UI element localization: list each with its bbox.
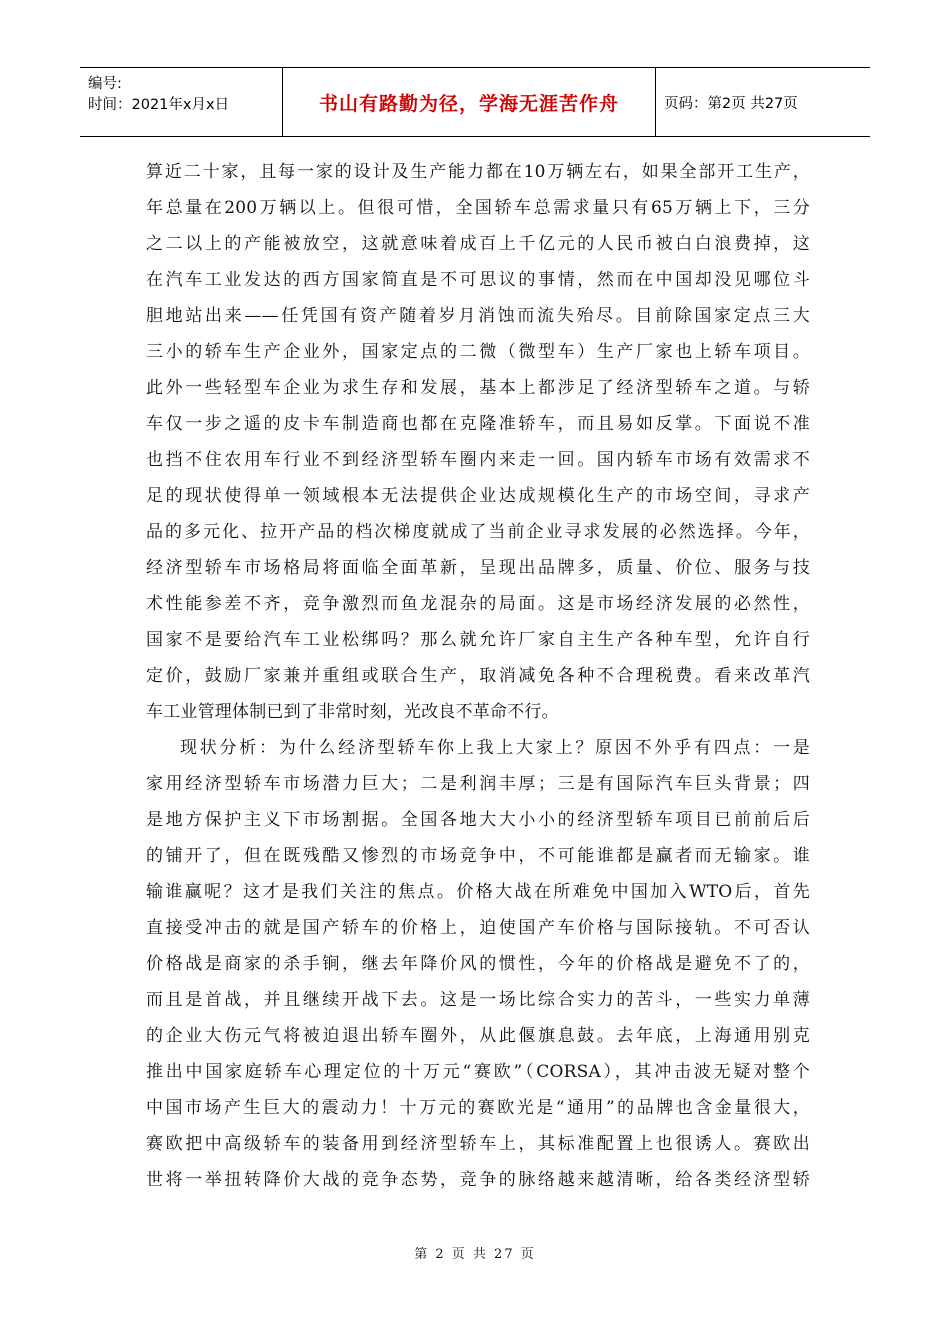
- header-meta: [80, 68, 283, 136]
- text-line: 之二以上的产能被放空，这就意味着成百上千亿元的人民币被白白浪费掉，这: [146, 234, 810, 254]
- text-line: 足的现状使得单一领域根本无法提供企业达成规模化生产的市场空间，寻求产: [146, 486, 810, 506]
- document-time-label: 时间：2021年x月x日: [88, 97, 230, 113]
- text-line: 也挡不住农用车行业不到经济型轿车圈内来走一回。国内轿车市场有效需求不: [146, 450, 810, 470]
- text-line: 算近二十家，且每一家的设计及生产能力都在10万辆左右，如果全部开工生产，: [146, 162, 810, 182]
- text-line: 是地方保护主义下市场割据。全国各地大大小小的经济型轿车项目已前前后后: [146, 810, 810, 830]
- text-line: 术性能参差不齐，竞争激烈而鱼龙混杂的局面。这是市场经济发展的必然性，: [146, 594, 810, 614]
- text-line: 在汽车工业发达的西方国家简直是不可思议的事情，然而在中国却没见哪位斗: [146, 270, 810, 290]
- document-number-label: 编号:: [88, 76, 122, 92]
- text-line: 输谁赢呢？这才是我们关注的焦点。价格大战在所难免中国加入WTO后，首先: [146, 882, 810, 902]
- text-line: 现状分析：为什么经济型轿车你上我上大家上？原因不外乎有四点：一是: [180, 738, 810, 758]
- text-line: 的企业大伤元气将被迫退出轿车圈外，从此偃旗息鼓。去年底，上海通用别克: [146, 1026, 810, 1046]
- page-footer: 第 2 页 共 27 页: [414, 1247, 536, 1262]
- text-line: 直接受冲击的就是国产轿车的价格上，迫使国产车价格与国际接轨。不可否认: [146, 918, 810, 938]
- text-line: 赛欧把中高级轿车的装备用到经济型轿车上，其标准配置上也很诱人。赛欧出: [146, 1134, 810, 1154]
- text-line: 车仅一步之遥的皮卡车制造商也都在克隆准轿车，而且易如反掌。下面说不准: [146, 414, 810, 434]
- text-line: 品的多元化、拉开产品的档次梯度就成了当前企业寻求发展的必然选择。今年，: [146, 522, 810, 542]
- text-line: 推出中国家庭轿车心理定位的十万元“赛欧”（CORSA），其冲击波无疑对整个: [146, 1062, 810, 1082]
- paragraph: [146, 154, 810, 730]
- text-line: 三小的轿车生产企业外，国家定点的二微（微型车）生产厂家也上轿车项目。: [146, 342, 810, 362]
- text-line: 车工业管理体制已到了非常时刻，光改良不革命不行。: [146, 702, 559, 722]
- text-line: 家用经济型轿车市场潜力巨大；二是利润丰厚；三是有国际汽车巨头背景；四: [146, 774, 810, 794]
- text-line: 经济型轿车市场格局将面临全面革新，呈现出品牌多，质量、价位、服务与技: [146, 558, 810, 578]
- text-line: 价格战是商家的杀手锏，继去年降价风的惯性，今年的价格战是避免不了的，: [146, 954, 810, 974]
- header-motto: 书山有路勤为径，学海无涯苦作舟: [283, 68, 656, 136]
- paragraph: [146, 730, 810, 1198]
- page-header: [80, 67, 870, 137]
- text-line: 中国市场产生巨大的震动力！十万元的赛欧光是“通用”的品牌也含金量很大，: [146, 1098, 810, 1118]
- text-line: 世将一举扭转降价大战的竞争态势，竞争的脉络越来越清晰，给各类经济型轿: [146, 1170, 810, 1190]
- text-line: 年总量在200万辆以上。但很可惜，全国轿车总需求量只有65万辆上下，三分: [146, 198, 810, 218]
- text-line: 国家不是要给汽车工业松绑吗？那么就允许厂家自主生产各种车型，允许自行: [146, 630, 810, 650]
- text-line: 定价，鼓励厂家兼并重组或联合生产，取消减免各种不合理税费。看来改革汽: [146, 666, 810, 686]
- text-line: 而且是首战，并且继续开战下去。这是一场比综合实力的苦斗，一些实力单薄: [146, 990, 810, 1010]
- text-line: 的铺开了，但在既残酷又惨烈的市场竞争中，不可能谁都是赢者而无输家。谁: [146, 846, 810, 866]
- header-page-label: 页码：第2页 共27页: [664, 95, 798, 112]
- text-line: 胆地站出来——任凭国有资产随着岁月消蚀而流失殆尽。目前除国家定点三大: [146, 306, 810, 326]
- text-line: 此外一些轻型车企业为求生存和发展，基本上都涉足了经济型轿车之道。与轿: [146, 378, 810, 398]
- document-body: [146, 154, 810, 1198]
